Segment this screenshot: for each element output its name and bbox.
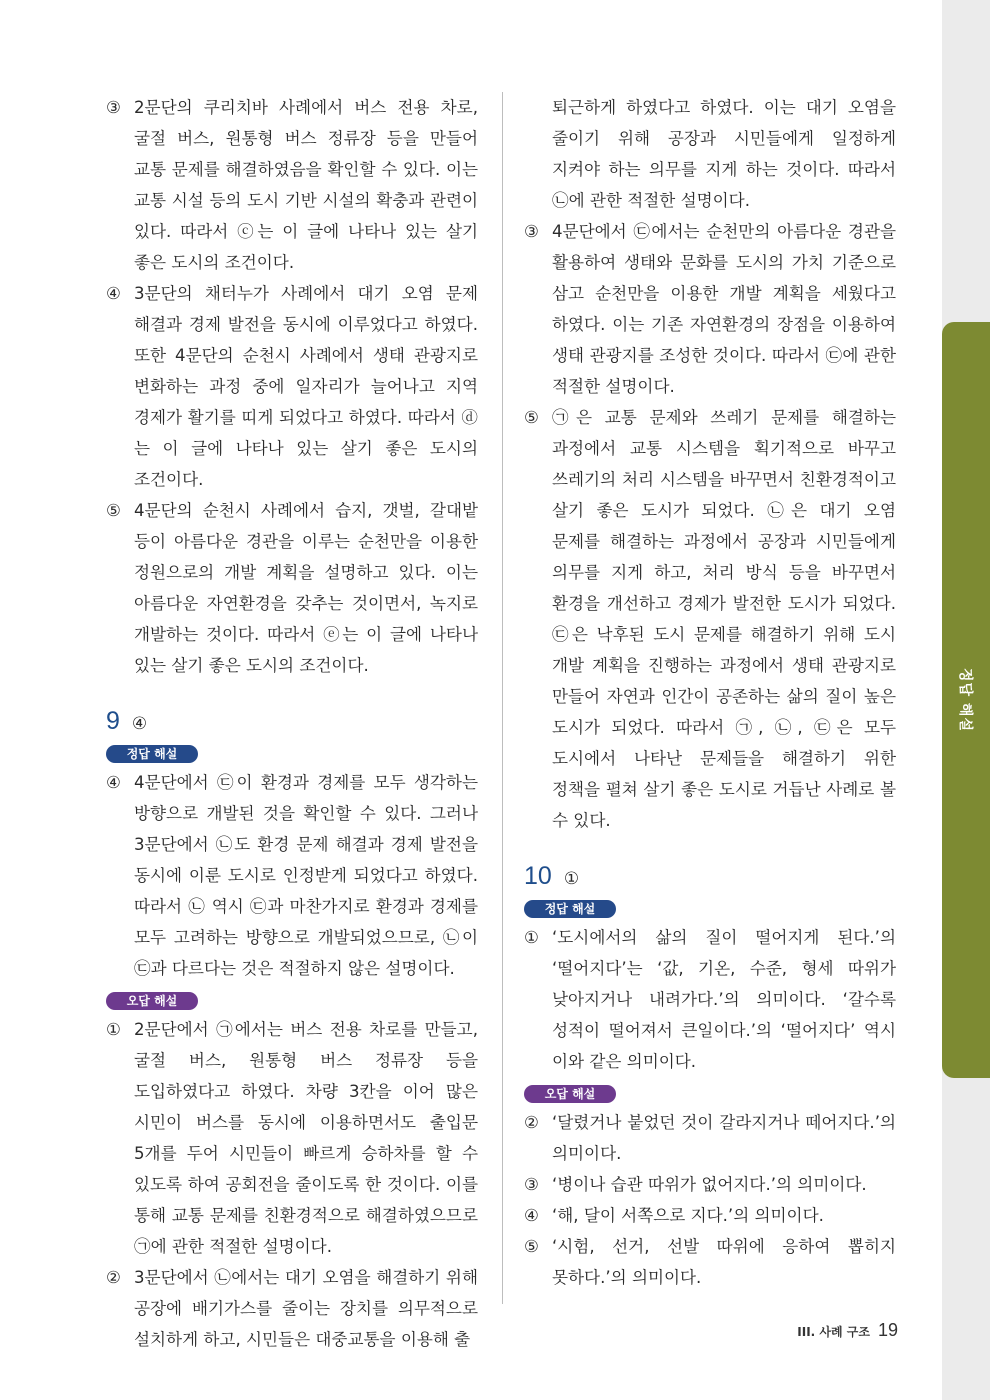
correct-explanation-badge: 정답 해설 bbox=[524, 900, 616, 918]
item-number: ⑤ bbox=[524, 1237, 539, 1256]
column-divider bbox=[502, 92, 503, 1304]
question-answer: ④ bbox=[131, 714, 148, 734]
explanation-item bbox=[106, 1014, 478, 1262]
item-text: ‘시험, 선거, 선발 따위에 응하여 뽑히지 못하다.’의 의미이다. bbox=[552, 1237, 896, 1287]
item-text: ‘해, 달이 서쪽으로 지다.’의 의미이다. bbox=[552, 1206, 824, 1225]
item-text: 2문단에서 ㉠에서는 버스 전용 차로를 만들고, 굴절 버스, 원통형 버스 정류장 등을 도입하였다고 하였다. 차량 3칸을 이어 많은 시민이 버스를 동시에 이용하면서도 출입문 5개를 두어 시민들이 빠르게 승하차를 할 수 있도록 하여 공회전을 줄이도록 한 것이다. 이를 통해 교통 문제를 친환경적으로 해결하였으므로 ㉠에 관한 적절한 설명이다. bbox=[134, 1020, 478, 1256]
page-number: 19 bbox=[877, 1320, 898, 1340]
footer-section-title: III. 사례 구조 bbox=[797, 1325, 870, 1339]
item-number: ⑤ bbox=[106, 501, 121, 520]
explanation-item bbox=[524, 1169, 896, 1200]
item-number: ③ bbox=[524, 222, 539, 241]
item-number: ③ bbox=[524, 1175, 539, 1194]
item-number: ② bbox=[106, 1268, 121, 1287]
question-heading-9 bbox=[106, 707, 478, 737]
explanation-item-continued bbox=[524, 92, 896, 216]
explanation-item bbox=[106, 92, 478, 278]
wrong-explanation-badge: 오답 해설 bbox=[524, 1085, 616, 1103]
question-answer: ① bbox=[563, 869, 580, 889]
item-text: ‘도시에서의 삶의 질이 떨어지게 된다.’의 ‘떨어지다’는 ‘값, 기온, 수준, 형세 따위가 낮아지거나 내려가다.’의 의미이다. ‘갈수록 성적이 떨어져서 큰일이다.’의 ‘떨어지다’ 역시 이와 같은 의미이다. bbox=[552, 928, 896, 1071]
chapter-side-tab-label: 정답 해설 bbox=[957, 668, 973, 732]
correct-explanation-badge: 정답 해설 bbox=[106, 745, 198, 763]
explanation-item bbox=[106, 495, 478, 681]
item-text: 퇴근하게 하였다고 하였다. 이는 대기 오염을 줄이기 위해 공장과 시민들에게 일정하게 지켜야 하는 의무를 지게 하는 것이다. 따라서 ㉡에 관한 적절한 설명이다. bbox=[552, 98, 896, 210]
item-number: ② bbox=[524, 1113, 539, 1132]
explanation-item bbox=[524, 1200, 896, 1231]
item-number: ① bbox=[524, 928, 539, 947]
explanation-item bbox=[524, 216, 896, 402]
left-column bbox=[106, 92, 478, 1355]
item-text: 2문단의 쿠리치바 사례에서 버스 전용 차로, 굴절 버스, 원통형 버스 정류장 등을 만들어 교통 문제를 해결하였음을 확인할 수 있다. 이는 교통 시설 등의 도시 기반 시설의 확충과 관련이 있다. 따라서 ⓒ는 이 글에 나타나 있는 살기 좋은 도시의 조건이다. bbox=[134, 98, 478, 272]
explanation-item bbox=[524, 402, 896, 836]
item-text: ‘병이나 습관 따위가 없어지다.’의 의미이다. bbox=[552, 1175, 867, 1194]
explanation-item bbox=[106, 278, 478, 495]
page-footer bbox=[797, 1320, 898, 1341]
item-number: ④ bbox=[106, 284, 121, 303]
question-number: 9 bbox=[106, 707, 120, 735]
item-text: 3문단에서 ㉡에서는 대기 오염을 해결하기 위해 공장에 배기가스를 줄이는 장치를 의무적으로 설치하게 하고, 시민들은 대중교통을 이용해 출 bbox=[134, 1268, 478, 1349]
question-heading-10 bbox=[524, 862, 896, 892]
item-text: 4문단에서 ㉢에서는 순천만의 아름다운 경관을 활용하여 생태와 문화를 도시의 가치 기준으로 삼고 순천만을 이용한 개발 계획을 세웠다고 하였다. 이는 기존 자연환경의 장점을 이용하여 생태 관광지를 조성한 것이다. 따라서 ㉢에 관한 적절한 설명이다. bbox=[552, 222, 896, 396]
wrong-explanation-badge: 오답 해설 bbox=[106, 992, 198, 1010]
item-text: 4문단에서 ㉢이 환경과 경제를 모두 생각하는 방향으로 개발된 것을 확인할 수 있다. 그러나 3문단에서 ㉡도 환경 문제 해결과 경제 발전을 동시에 이룬 도시로 인정받게 되었다고 하였다. 따라서 ㉡ 역시 ㉢과 마찬가지로 환경과 경제를 모두 고려하는 방향으로 개발되었으므로, ㉡이 ㉢과 다르다는 것은 적절하지 않은 설명이다. bbox=[134, 773, 478, 978]
explanation-item bbox=[524, 1231, 896, 1293]
explanation-item bbox=[106, 1262, 478, 1355]
item-number: ① bbox=[106, 1020, 121, 1039]
item-text: 4문단의 순천시 사례에서 습지, 갯벌, 갈대밭 등이 아름다운 경관을 이루는 순천만을 이용한 정원으로의 개발 계획을 설명하고 있다. 이는 아름다운 자연환경을 갖추는 것이면서, 녹지로 개발하는 것이다. 따라서 ⓔ는 이 글에 나타나 있는 살기 좋은 도시의 조건이다. bbox=[134, 501, 478, 675]
item-text: 3문단의 채터누가 사례에서 대기 오염 문제 해결과 경제 발전을 동시에 이루었다고 하였다. 또한 4문단의 순천시 사례에서 생태 관광지로 변화하는 과정 중에 일자리가 늘어나고 지역 경제가 활기를 띠게 되었다고 하였다. 따라서 ⓓ는 이 글에 나타나 있는 살기 좋은 도시의 조건이다. bbox=[134, 284, 478, 489]
item-number: ⑤ bbox=[524, 408, 539, 427]
explanation-item bbox=[524, 922, 896, 1077]
item-number: ④ bbox=[106, 773, 121, 792]
item-text: ㉠은 교통 문제와 쓰레기 문제를 해결하는 과정에서 교통 시스템을 획기적으로 바꾸고 쓰레기의 처리 시스템을 바꾸면서 친환경적이고 살기 좋은 도시가 되었다. ㉡은 대기 오염 문제를 해결하는 과정에서 공장과 시민들에게 의무를 지게 하고, 처리 방식 등을 바꾸면서 환경을 개선하고 경제가 발전한 도시가 되었다. ㉢은 낙후된 도시 문제를 해결하기 위해 도시 개발 계획을 진행하는 과정에서 생태 관광지로 만들어 자연과 인간이 공존하는 삶의 질이 높은 도시가 되었다. 따라서 ㉠, ㉡, ㉢은 모두 도시에서 나타난 문제들을 해결하기 위한 정책을 펼쳐 살기 좋은 도시로 거듭난 사례로 볼 수 있다. bbox=[552, 408, 896, 830]
right-column bbox=[524, 92, 896, 1293]
explanation-item bbox=[524, 1107, 896, 1169]
item-number: ④ bbox=[524, 1206, 539, 1225]
item-text: ‘달렸거나 붙었던 것이 갈라지거나 떼어지다.’의 의미이다. bbox=[552, 1113, 896, 1163]
question-number: 10 bbox=[524, 862, 552, 890]
item-number: ③ bbox=[106, 98, 121, 117]
explanation-item bbox=[106, 767, 478, 984]
